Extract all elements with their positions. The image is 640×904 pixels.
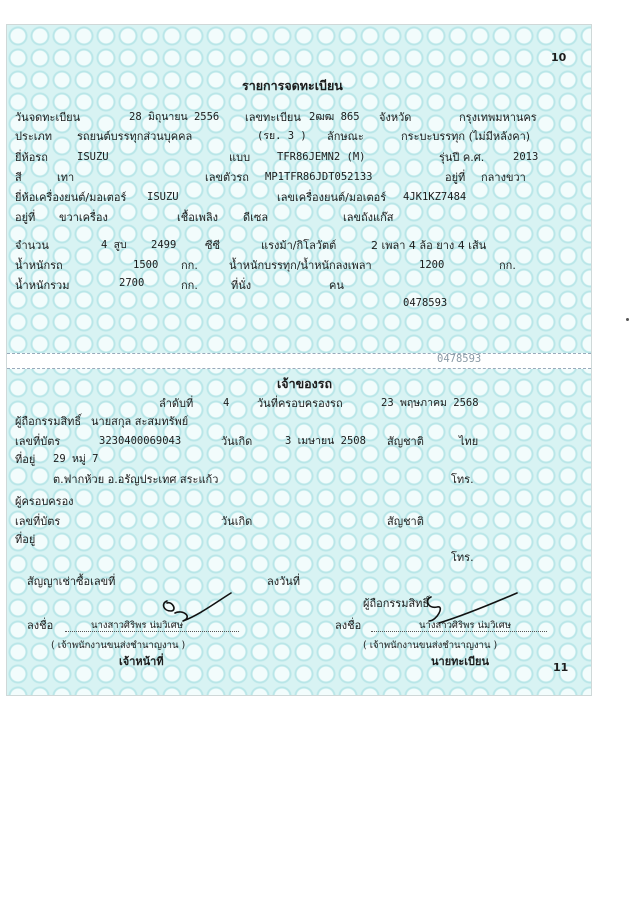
weight-value: 1500 xyxy=(133,259,159,271)
lease-label: สัญญาเช่าซื้อเลขที่ xyxy=(27,575,116,588)
reg-date-label: วันจดทะเบียน xyxy=(15,111,81,124)
engine-brand-value: ISUZU xyxy=(147,191,179,203)
id2-label: เลขที่บัตร xyxy=(15,515,61,528)
perforation-divider xyxy=(7,353,591,369)
id-label: เลขที่บัตร xyxy=(15,435,61,448)
province-value: กรุงเทพมหานคร xyxy=(459,111,537,124)
registration-title: รายการจดทะเบียน xyxy=(242,78,343,93)
sign-role-left: เจ้าหน้าที่ xyxy=(119,655,164,668)
id-value: 3230400069043 xyxy=(99,435,182,447)
gross-value: 2700 xyxy=(119,277,145,289)
engine-loc-label: อยู่ที่ xyxy=(15,211,36,224)
tel-label: โทร. xyxy=(451,473,474,486)
axle-value: 2 เพลา 4 ล้อ ยาง 4 เส้น xyxy=(371,239,487,252)
color-value: เทา xyxy=(57,171,75,184)
holder-label: ผู้ถือกรรมสิทธิ์ xyxy=(15,415,82,428)
holder-name: นายสกุล สะสมทรัพย์ xyxy=(91,415,189,428)
year-label: รุ่นปี ค.ศ. xyxy=(439,151,485,164)
sign-name-right: นางสาวศิริพร น่มวิเศษ xyxy=(419,620,512,631)
type-code: (รย. 3 ) xyxy=(257,130,307,142)
year-value: 2013 xyxy=(513,151,539,163)
power-label: แรงม้า/กิโลวัตต์ xyxy=(261,239,337,252)
count-value: 4 สูบ xyxy=(101,239,127,251)
engine-brand-label: ยี่ห้อเครื่องยนต์/มอเตอร์ xyxy=(15,191,127,204)
type-label: ประเภท xyxy=(15,130,53,143)
owner-title: เจ้าของรถ xyxy=(277,376,333,391)
tel2-label: โทร. xyxy=(451,551,474,564)
chassis-label: เลขตัวรถ xyxy=(205,171,249,184)
color-label: สี xyxy=(15,171,22,184)
possessor-label: ผู้ครอบครอง xyxy=(15,495,74,508)
reg-no-label: เลขทะเบียน xyxy=(245,111,301,124)
style-label: ลักษณะ xyxy=(327,130,364,143)
nationality-label: สัญชาติ xyxy=(387,435,424,448)
brand-value: ISUZU xyxy=(77,151,109,163)
model-value: TFR86JEMN2 (M) xyxy=(277,151,366,163)
nationality2-label: สัญชาติ xyxy=(387,515,424,528)
reg-date-value: 28 มิถุนายน 2556 xyxy=(129,111,220,123)
serial-number-top: 0478593 xyxy=(403,297,448,309)
address-line1: 29 หมู่ 7 xyxy=(53,453,99,465)
sign-label-right: ลงชื่อ xyxy=(335,619,362,632)
gas-label: เลขถังแก๊ส xyxy=(343,211,394,224)
style-value: กระบะบรรทุก (ไม่มีหลังคา) xyxy=(401,130,531,143)
sign-name-left: นางสาวศิริพร น่มวิเศษ xyxy=(91,620,184,631)
fuel-value: ดีเซล xyxy=(243,211,269,224)
sign-role-right: นายทะเบียน xyxy=(431,655,490,668)
brand-label: ยี่ห้อรถ xyxy=(15,151,48,164)
page-number-top: 10 xyxy=(551,51,567,64)
officer-signature-mark xyxy=(153,587,237,631)
dob-label: วันเกิด xyxy=(221,435,253,448)
sign-paren-left: ( เจ้าพนักงานขนส่งชำนาญงาน ) xyxy=(51,640,186,651)
order-value: 4 xyxy=(223,397,230,409)
address2-label: ที่อยู่ xyxy=(15,533,36,546)
chassis-loc-value: กลางขวา xyxy=(481,171,526,184)
page-number-bottom: 11 xyxy=(553,661,569,674)
engine-no-label: เลขเครื่องยนต์/มอเตอร์ xyxy=(277,191,387,204)
dob2-label: วันเกิด xyxy=(221,515,253,528)
sign-label-left: ลงชื่อ xyxy=(27,619,54,632)
chassis-loc-label: อยู่ที่ xyxy=(445,171,466,184)
fuel-label: เชื้อเพลิง xyxy=(177,211,218,224)
possess-date-label: วันที่ครอบครองรถ xyxy=(257,397,343,410)
seat-unit: คน xyxy=(329,279,344,292)
address-label: ที่อยู่ xyxy=(15,453,36,466)
holder-signature-label: ผู้ถือกรรมสิทธิ์ xyxy=(363,597,430,610)
sign-paren-right: ( เจ้าพนักงานขนส่งชำนาญงาน ) xyxy=(363,640,498,651)
cc-value: 2499 xyxy=(151,239,177,251)
province-label: จังหวัด xyxy=(379,111,412,124)
payload-unit: กก. xyxy=(499,259,516,272)
weight-unit: กก. xyxy=(181,259,198,272)
model-label: แบบ xyxy=(229,151,251,164)
weight-label: น้ำหนักรถ xyxy=(15,259,63,272)
gross-label: น้ำหนักรวม xyxy=(15,279,70,292)
dob-value: 3 เมษายน 2508 xyxy=(285,435,366,447)
payload-label: น้ำหนักบรรทุก/น้ำหนักลงเพลา xyxy=(229,259,372,272)
scan-speck xyxy=(626,318,629,321)
address-line2: ต.ฟากห้วย อ.อรัญประเทศ สระแก้ว xyxy=(53,473,219,486)
seat-label: ที่นั่ง xyxy=(231,279,252,292)
type-value: รถยนต์บรรทุกส่วนบุคคล xyxy=(77,130,193,143)
gross-unit: กก. xyxy=(181,279,198,292)
reg-no-value: 2ฒฒ 865 xyxy=(309,111,360,123)
nationality-value: ไทย xyxy=(459,435,479,448)
chassis-value: MP1TFR86JDT052133 xyxy=(265,171,373,183)
engine-loc-value: ขวาเครื่อง xyxy=(59,211,108,224)
possess-date-value: 23 พฤษภาคม 2568 xyxy=(381,397,479,409)
cc-label: ซีซี xyxy=(205,239,220,252)
lease-date-label: ลงวันที่ xyxy=(267,575,301,588)
payload-value: 1200 xyxy=(419,259,445,271)
serial-number-bottom: 0478593 xyxy=(437,353,482,365)
registration-book-page xyxy=(6,24,592,696)
order-label: ลำดับที่ xyxy=(159,397,194,410)
count-label: จำนวน xyxy=(15,239,49,252)
engine-no-value: 4JK1KZ7484 xyxy=(403,191,467,203)
